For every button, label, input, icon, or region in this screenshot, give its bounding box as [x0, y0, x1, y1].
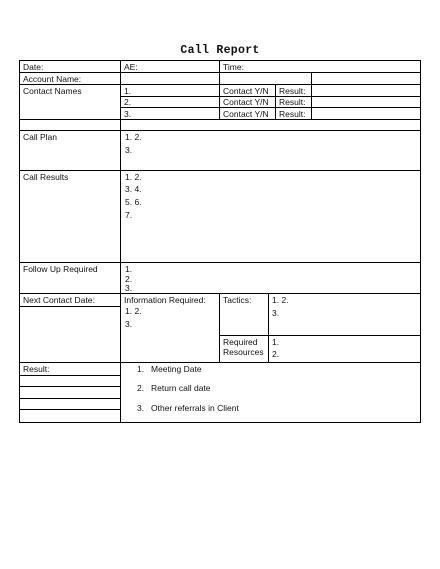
- call-results-line: 5. 6.: [125, 197, 142, 207]
- row-divider: [19, 119, 421, 120]
- result-label: Result:: [279, 109, 306, 119]
- row-divider: [19, 262, 421, 263]
- row-divider: [219, 335, 421, 336]
- row-divider: [19, 306, 120, 307]
- ae-label: AE:: [124, 62, 138, 72]
- follow-up-label: Follow Up Required: [23, 264, 98, 274]
- row-divider: [121, 107, 421, 108]
- row-divider: [19, 130, 421, 131]
- row-divider: [19, 170, 421, 171]
- row-divider: [19, 362, 421, 363]
- row-divider: [19, 72, 421, 73]
- result-label: Result:: [279, 97, 306, 107]
- col-divider: [268, 293, 269, 362]
- result-line: [19, 375, 120, 376]
- information-required-label: Information Required:: [124, 295, 206, 305]
- information-line: 1. 2.: [125, 306, 142, 316]
- call-results-line: 7.: [125, 210, 133, 220]
- contact-number: 3.: [124, 109, 132, 119]
- required-resources-label: Required: [223, 337, 258, 347]
- contact-yn-label: Contact Y/N: [223, 97, 269, 107]
- date-label: Date:: [23, 62, 44, 72]
- tactics-line: 1. 2.: [272, 295, 289, 305]
- result-line: [19, 409, 120, 410]
- required-resources-label: Resources: [223, 347, 264, 357]
- contact-yn-label: Contact Y/N: [223, 109, 269, 119]
- col-divider: [120, 60, 121, 423]
- form-border: [19, 60, 421, 423]
- col-divider: [311, 72, 312, 119]
- result-item-text: Meeting Date: [151, 364, 202, 374]
- call-plan-line: 1. 2.: [125, 132, 142, 142]
- contact-yn-label: Contact Y/N: [223, 86, 269, 96]
- call-results-line: 3. 4.: [125, 184, 142, 194]
- result-section-label: Result:: [23, 364, 50, 374]
- row-divider: [19, 84, 421, 85]
- contact-names-label: Contact Names: [23, 86, 82, 96]
- result-item-text: Other referrals in Client: [151, 403, 239, 413]
- call-results-label: Call Results: [23, 172, 69, 182]
- result-line: [19, 398, 120, 399]
- resources-line: 1.: [272, 337, 280, 347]
- result-item-number: 2.: [137, 383, 145, 393]
- result-item-number: 1.: [137, 364, 145, 374]
- call-plan-label: Call Plan: [23, 132, 58, 142]
- col-divider: [275, 84, 276, 119]
- col-divider: [219, 293, 220, 362]
- follow-up-line: 1.: [125, 264, 133, 274]
- row-divider: [19, 293, 421, 294]
- follow-up-line: 3.: [125, 283, 133, 293]
- follow-up-line: 2.: [125, 274, 133, 284]
- result-line: [19, 386, 120, 387]
- next-contact-label: Next Contact Date:: [23, 295, 95, 305]
- result-item-number: 3.: [137, 403, 145, 413]
- page-title: Call Report: [180, 44, 260, 57]
- time-label: Time:: [223, 62, 244, 72]
- tactics-label: Tactics:: [223, 295, 252, 305]
- resources-line: 2.: [272, 349, 280, 359]
- call-results-line: 1. 2.: [125, 172, 142, 182]
- row-divider: [121, 96, 421, 97]
- result-label: Result:: [279, 86, 306, 96]
- col-divider: [219, 60, 220, 119]
- result-item-text: Return call date: [151, 383, 211, 393]
- information-line: 3.: [125, 319, 133, 329]
- tactics-line: 3.: [272, 308, 280, 318]
- contact-number: 1.: [124, 86, 132, 96]
- contact-number: 2.: [124, 97, 132, 107]
- call-plan-line: 3.: [125, 145, 133, 155]
- account-name-label: Account Name:: [23, 74, 82, 84]
